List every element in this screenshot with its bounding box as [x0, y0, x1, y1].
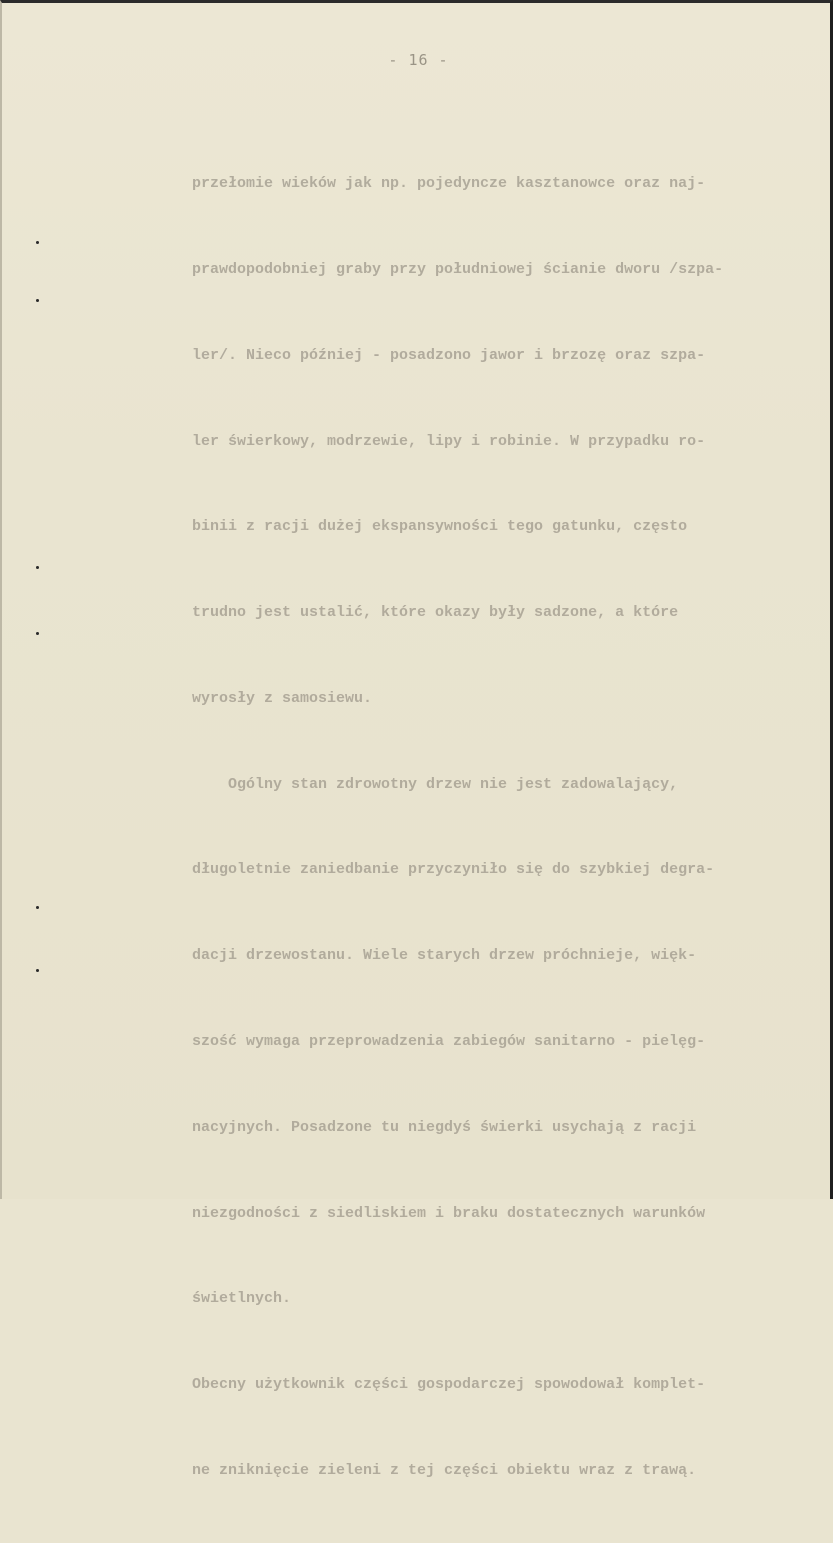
text-line: prawdopodobniej graby przy południowej ścianie dworu /szpa- — [192, 260, 724, 278]
text-line: przełomie wieków jak np. pojedyncze kasztanowce oraz naj- — [192, 175, 706, 193]
text-line: ler świerkowy, modrzewie, lipy i robinie. W przypadku ro- — [192, 432, 706, 450]
text-line: nacyjnych. Posadzone tu niegdyś świerki usychają z racji — [192, 1118, 697, 1136]
text-line: trudno jest ustalić, które okazy były sadzone, a które — [192, 604, 679, 622]
text-line: ler/. Nieco później - posadzono jawor i brzozę oraz szpa- — [192, 346, 706, 364]
text-line: ne zniknięcie zieleni z tej części obiektu wraz z trawą. — [192, 1461, 697, 1479]
margin-mark — [36, 566, 39, 569]
margin-mark — [36, 969, 39, 972]
text-line: Ogólny stan zdrowotny drzew nie jest zadowalający, — [192, 775, 679, 793]
text-line: Obecny użytkownik części gospodarczej spowodował komplet- — [192, 1376, 706, 1394]
text-line: wyrosły z samosiewu. — [192, 689, 373, 707]
margin-mark — [36, 299, 39, 302]
margin-mark — [36, 906, 39, 909]
text-line: szość wymaga przeprowadzenia zabiegów sanitarno - pielęg- — [192, 1033, 706, 1050]
text-line: długoletnie zaniedbanie przyczyniło się do szybkiej degra- — [192, 861, 715, 879]
text-line: niezgodności z siedliskiem i braku dostatecznych warunków — [192, 1204, 706, 1222]
margin-mark — [36, 241, 39, 244]
body-text — [192, 113, 832, 1543]
text-line: dacji drzewostanu. Wiele starych drzew próchnieje, więk- — [192, 947, 697, 965]
page-number: - 16 - — [388, 51, 449, 69]
text-line: binii z racji dużej ekspansywności tego gatunku, często — [192, 518, 688, 536]
margin-mark — [36, 632, 39, 635]
text-line: świetlnych. — [192, 1290, 292, 1308]
